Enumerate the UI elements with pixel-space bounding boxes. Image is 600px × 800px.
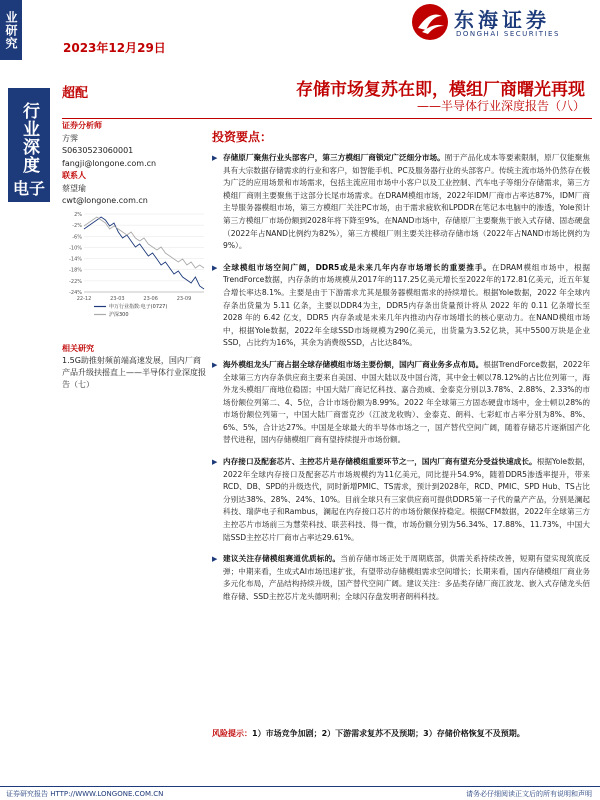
arrow-bullet-icon: ▶ xyxy=(212,360,218,369)
report-date: 2023年12月29日 xyxy=(63,41,166,55)
y-tick-label: -24% xyxy=(69,290,82,296)
footer-right: 请务必仔细阅读正文后的所有说明和声明 xyxy=(466,790,592,798)
analyst-license: S0630523060001 xyxy=(62,146,134,155)
contact-email[interactable]: cwt@longone.com.cn xyxy=(62,196,148,205)
title-divider xyxy=(62,118,592,119)
rating: 超配 xyxy=(62,86,89,101)
x-tick-label: 23-06 xyxy=(143,296,158,302)
footer xyxy=(0,789,600,800)
analyst-label: 证券分析师 xyxy=(62,121,102,130)
left-sidebar xyxy=(0,0,56,800)
arrow-bullet-icon: ▶ xyxy=(212,263,218,272)
price-chart xyxy=(62,210,208,330)
risk-warning xyxy=(212,728,590,739)
y-tick-label: -10% xyxy=(69,245,82,252)
footer-left[interactable]: 证券研究报告 HTTP://WWW.LONGONE.COM.CN xyxy=(6,790,164,798)
point-5: ▶ 建议关注存储模组赛道优质标的。当前存储市场正处于周期底部，供需关系持续改善，短期有望实现筑底反弹；中期来看，生成式AI市场迅速扩张，有望带动存储模组需求空间增长；长期来看，国内存储模组厂商业务多元化布局，产品结构持续升级，国产替代空间广阔。建议关注：多品类存储厂商江波龙、嵌入式存储龙头佰维存储、SSD主控芯片龙头德明利；全球闪存盘发明者朗科科技。 xyxy=(212,554,591,601)
arrow-bullet-icon: ▶ xyxy=(212,555,218,564)
y-tick-label: -22% xyxy=(69,278,82,285)
related-link[interactable]: 1.5G助推射频前端高速发展，国内厂商产品升级扶摇直上——半导体行业深度报告（七） xyxy=(62,356,206,389)
legend-label: 申万行业指数:电子(0727) xyxy=(109,304,168,310)
report-category-label: 行业深度 xyxy=(8,88,50,188)
arrow-bullet-icon: ▶ xyxy=(212,154,218,162)
risk-label: 风险提示： xyxy=(212,729,252,738)
company-logo xyxy=(410,2,590,48)
y-tick-label: -14% xyxy=(69,256,82,263)
point-4: ▶ 内存接口及配套芯片、主控芯片是存储模组重要环节之一，国内厂商有望充分受益快速成长。根据Yole数据，2022年全球内存接口及配套芯片市场规模约为11亿美元，同比提升54.9%，随着DDR5渗透率提升，带来RCD、DB、SPD的升级迭代，同时新增PMIC、TS需求，预计到2028年，RCD、PMIC、SPD Hub、TS占比分别达38%、28%、24%、10%。目前全球只有三家供应商可提供DDR5第一子代的量产产品，分别是澜起科技、瑞萨电子和Rambus，澜起在内存接口芯片的市场份额保持稳定。根据CFM数据，2022年全球第三方主控芯片市场前三为慧荣科技、联芸科技、得一微，市场份额分别为56.34%、17.88%、11.73%，中国大陆SSD主控芯片厂商市占率达29.61%。 xyxy=(212,457,590,542)
contact-name: 蔡望瑜 xyxy=(62,183,86,193)
series-line-1 xyxy=(84,217,204,268)
investment-points xyxy=(212,152,590,613)
logo-mark-icon xyxy=(410,2,450,42)
analyst-info xyxy=(62,120,202,208)
footer-divider xyxy=(0,786,600,787)
y-tick-label: -6% xyxy=(72,234,82,241)
logo-text-cn: 东海证券 xyxy=(454,8,550,32)
analyst-name: 方霁 xyxy=(62,133,78,143)
y-tick-label: -2% xyxy=(72,223,82,230)
report-title: 存储市场复苏在即，模组厂商曙光再现 xyxy=(296,80,585,100)
series-line-0 xyxy=(84,217,204,289)
report-subtitle: ——半导体行业深度报告（八） xyxy=(416,99,585,113)
x-tick-label: 22-12 xyxy=(76,296,92,302)
x-tick-label: 23-09 xyxy=(176,296,192,302)
industry-label: 电子 xyxy=(8,176,50,202)
y-tick-label: -18% xyxy=(69,267,82,274)
related-label: 相关研究 xyxy=(62,344,94,353)
point-1: ▶ 存储原厂聚焦行业头部客户，第三方模组厂商锁定广泛细分市场。囿于产品化成本等要素限制，原厂仅能聚焦具有大宗数据存储需求的行业和客户，如智能手机、PC及服务器行业的头部客户。传统主流市场外仍然存在极为广泛的应用场景和市场需求，包括主流应用市场中小客户以及工业控制、汽车电子等细分存储需求，第三方模组厂商则主要聚焦于这部分长尾市场需求。在DRAM模组市场，2022年IDM厂商市占率达87%，IDM厂商主导服务器模组市场，第三方模组厂关注PC市场，由于需求疲软和LPDDR在笔记本电脑中的渗透，Yole预计第三方模组厂市场份额到2028年将下降至9%。在NAND市场中，存储原厂主要聚焦于嵌入式存储、固态硬盘（2022年占NAND比例约为82%），第三方模组厂则主要关注移动存储市场（2022年占NAND市场比例约为9%）。 xyxy=(212,153,591,251)
point-2: ▶ 全球模组市场空间广阔，DDR5或是未来几年内存市场增长的重要推手。在DRAM模组市场中，根据TrendForce数据，内存条的市场规模从2017年的117.25亿美元增长至2022年的172.81亿美元，近五年复合增长率达8.1%。主要是由于下游需求尤其是服务器模组需求的持续增长。根据Yole数据，2022 年全球内存条出货量为 5.11 亿条，主要以DDR4为主，DDR5内存条出货量预计将从 2022 年的 0.11 亿条增长至 2028 年的 6.42 亿支，DDR5 内存条或是未来几年内推动内存市场增长的核心驱动力。在NAND模组市场中，根据Yole数据，2022年全球SSD市场规模为290亿美元，出货量为3.52亿块，其中5500万块是企业SSD，占比约为16%，其余为消费级SSD，占比达84%。 xyxy=(212,262,591,348)
logo-text-en: DONGHAI SECURITIES xyxy=(456,30,560,38)
point-3: ▶ 海外模组龙头厂商占据全球存储模组市场主要份额，国内厂商业务多点布局。根据TrendForce数据，2022年全球第三方内存条供应商主要来自美国、中国大陆以及中国台湾，其中金士顿以78.12%的占比位列第一，海外龙头模组厂商地位稳固；中国大陆厂商记忆科技、嘉合劲威、金泰克分别以3.78%、2.88%、2.33%的市场份额位列第二、4、5位，合计市场份额为8.99%。2022 年全球第三方固态硬盘市场中，金士顿以28%的市场份额位列第一，中国大陆厂商雷克沙（江波龙收购）、金泰克、朗科、七彩虹市占率分别为8%、8%、6%、5%，合计达27%。中国是全球最大的半导体市场之一，国产替代空间广阔，随着存储芯片逐渐国产化替代进程，国内存储模组厂商有望持续提升市场份额。 xyxy=(212,359,591,445)
arrow-bullet-icon: ▶ xyxy=(212,458,218,467)
y-tick-label: 2% xyxy=(74,212,82,218)
investment-heading: 投资要点： xyxy=(212,130,273,144)
report-type-label: 业研究 xyxy=(0,0,22,60)
analyst-email[interactable]: fangji@longone.com.cn xyxy=(62,158,157,168)
related-research xyxy=(62,343,208,391)
legend-label: 沪深300 xyxy=(109,312,129,318)
contact-label: 联系人 xyxy=(62,171,86,180)
x-tick-label: 23-03 xyxy=(110,296,125,302)
risk-text: 1）市场竞争加剧；2）下游需求复苏不及预期；3）存储价格恢复不及预期。 xyxy=(252,729,525,738)
